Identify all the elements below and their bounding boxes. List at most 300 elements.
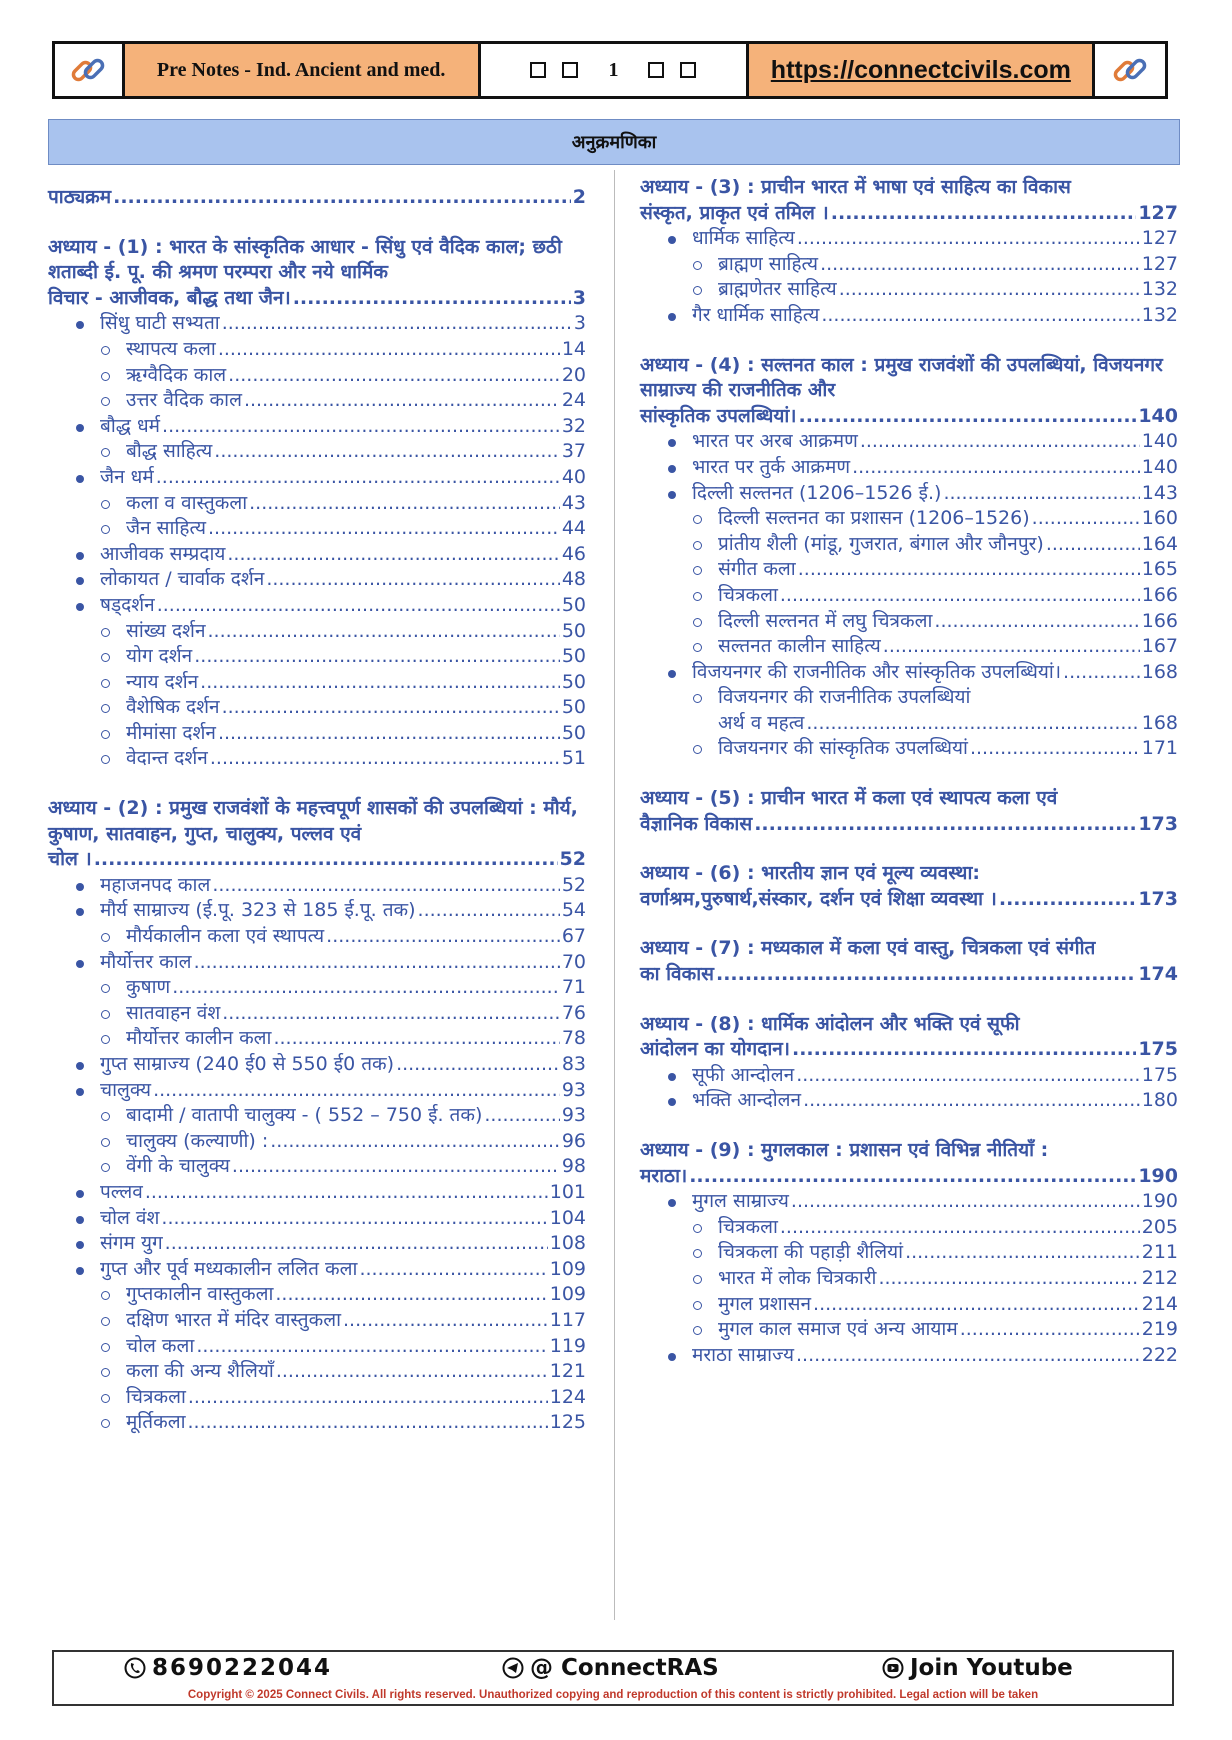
page-ref: 166: [1141, 609, 1178, 632]
page-ref: 214: [1141, 1292, 1178, 1315]
toc-subentry[interactable]: [48, 1410, 586, 1436]
toc-subentry[interactable]: [48, 1001, 586, 1027]
chapter-heading[interactable]: अध्याय - (4) : सल्तनत काल : प्रमुख राजवंशों की उपलब्धियां, विजयनगर साम्राज्य की राजनीतिक और: [640, 353, 1163, 402]
dot-leader: [249, 491, 560, 517]
document-title: Pre Notes - Ind. Ancient and med.: [125, 44, 481, 96]
footer-telegram[interactable]: [502, 1655, 719, 1681]
section-gap: [640, 329, 1178, 353]
page-ref: 222: [1141, 1343, 1178, 1366]
toc-subentry[interactable]: [48, 695, 586, 721]
toc-entry[interactable]: [48, 950, 586, 976]
chapter-heading[interactable]: अध्याय - (8) : धार्मिक आंदोलन और भक्ति एवं सूफी: [640, 1012, 1020, 1035]
dot-leader: [156, 465, 560, 491]
entry-title: मुगल प्रशासन: [718, 1292, 812, 1315]
dot-leader: [1046, 532, 1140, 558]
toc-right-column: [640, 175, 1178, 1368]
dot-leader: [228, 363, 560, 389]
dot-leader: [222, 695, 560, 721]
dot-leader: [208, 619, 560, 645]
dot-leader: [214, 439, 560, 465]
page-ref: 121: [549, 1360, 586, 1383]
entry-title: मुगल साम्राज्य: [692, 1190, 789, 1213]
dot-leader: [244, 388, 560, 414]
chapter-heading[interactable]: अध्याय - (1) : भारत के सांस्कृतिक आधार - सिंधु एवं वैदिक काल; छठी शताब्दी ई. पू. की श्रमण परम्परा और नये धार्मिक: [48, 235, 562, 284]
toc-entry[interactable]: [48, 1206, 586, 1232]
entry-title: मौर्योत्तर कालीन कला: [126, 1027, 272, 1050]
entry-title: मराठा।: [640, 1164, 688, 1187]
toc-subentry[interactable]: [640, 532, 1178, 558]
dot-leader: [878, 1266, 1139, 1292]
page-ref: 50: [561, 721, 586, 744]
section-gap: [48, 772, 586, 796]
dot-leader: [222, 1001, 560, 1027]
page-ref: 50: [561, 593, 586, 616]
page-ref: 190: [1141, 1190, 1178, 1213]
entry-title: संगम युग: [100, 1232, 163, 1255]
page-ref: 46: [561, 542, 586, 565]
toc-subentry[interactable]: [48, 516, 586, 542]
page-ref: 40: [561, 465, 586, 488]
toc-left-column: [48, 185, 586, 1436]
youtube-label: Join Youtube: [910, 1655, 1073, 1681]
dot-leader: [227, 542, 559, 568]
page-ref: 109: [549, 1283, 586, 1306]
entry-title: न्याय दर्शन: [126, 670, 199, 693]
page-ref: 160: [1141, 507, 1178, 530]
dot-leader: [970, 736, 1140, 762]
page-number: 1: [608, 58, 619, 81]
entry-title: सूफी आन्दोलन: [692, 1063, 795, 1086]
page-ref: 164: [1141, 532, 1178, 555]
page-number-box: [481, 44, 750, 96]
entry-title: कला की अन्य शैलियाँ: [126, 1360, 274, 1383]
entry-title: चालुक्य (कल्याणी) :: [126, 1129, 269, 1152]
page-ref: 76: [561, 1001, 586, 1024]
toc-subentry[interactable]: [48, 363, 586, 389]
page-ref: 132: [1141, 303, 1178, 326]
dot-leader: [883, 634, 1140, 660]
page-ref: 48: [561, 568, 586, 591]
toc-subentry[interactable]: [640, 277, 1178, 303]
toc-subentry[interactable]: [48, 670, 586, 696]
toc-subentry[interactable]: [48, 924, 586, 950]
entry-title: वेदान्त दर्शन: [126, 747, 208, 770]
entry-title: विजयनगर की राजनीतिक उपलब्धियां: [718, 686, 971, 709]
entry-title: बौद्ध साहित्य: [126, 440, 213, 463]
entry-title: सल्तनत कालीन साहित्य: [718, 635, 881, 658]
dot-leader: [934, 609, 1139, 635]
entry-title: ब्राह्मणेतर साहित्य: [718, 278, 837, 301]
page-ref: 173: [1138, 812, 1178, 835]
dot-leader: [218, 337, 560, 363]
toc-entry[interactable]: [48, 873, 586, 899]
chapter-heading[interactable]: अध्याय - (3) : प्राचीन भारत में भाषा एवं साहित्य का विकास: [640, 176, 1071, 198]
dot-leader: [796, 1343, 1140, 1369]
square-glyph: [530, 62, 546, 78]
entry-title: उत्तर वैदिक काल: [126, 389, 242, 412]
page-ref: 50: [561, 670, 586, 693]
entry-title: गैर धार्मिक साहित्य: [692, 303, 820, 326]
page-ref: 37: [561, 440, 586, 463]
dot-leader: [200, 670, 560, 696]
dot-leader: [716, 962, 1136, 988]
toc-subentry[interactable]: [48, 1282, 586, 1308]
toc-subentry[interactable]: [48, 1129, 586, 1155]
page-ref: 219: [1141, 1318, 1178, 1341]
dot-leader: [165, 1231, 548, 1257]
phone-number: 8690222044: [152, 1655, 333, 1681]
entry-title: षड्दर्शन: [100, 593, 155, 616]
dot-leader: [145, 1180, 548, 1206]
dot-leader: [232, 1154, 560, 1180]
section-gap: [640, 912, 1178, 936]
page-ref: 175: [1141, 1063, 1178, 1086]
entry-title: गुप्त और पूर्व मध्यकालीन ललित कला: [100, 1257, 358, 1280]
toc-entry[interactable]: [48, 414, 586, 440]
entry-title: पाठ्यक्रम: [48, 186, 112, 208]
dot-leader: [943, 481, 1139, 507]
dot-leader: [813, 1292, 1140, 1318]
page-ref: 71: [561, 976, 586, 999]
square-glyph: [648, 62, 664, 78]
phone-icon: [124, 1657, 146, 1679]
toc-entry[interactable]: [48, 311, 586, 337]
toc-subentry[interactable]: [640, 1240, 1178, 1266]
page-ref: 166: [1141, 583, 1178, 606]
toc-subentry-continued[interactable]: [640, 711, 1178, 737]
toc-subentry[interactable]: [48, 388, 586, 414]
entry-title: मराठा साम्राज्य: [692, 1343, 794, 1366]
toc-subentry[interactable]: [640, 1317, 1178, 1343]
dot-leader: [791, 1189, 1140, 1215]
dot-leader: [343, 1308, 548, 1334]
entry-title: आंदोलन का योगदान।: [640, 1038, 790, 1061]
entry-title: चित्रकला: [718, 583, 778, 606]
footer-youtube[interactable]: [882, 1655, 1073, 1681]
dot-leader: [820, 252, 1140, 278]
section-gap: [640, 1114, 1178, 1138]
dot-leader: [157, 593, 560, 619]
page-header: [52, 41, 1168, 99]
dot-leader: [484, 1103, 559, 1129]
toc-entry[interactable]: [640, 1189, 1178, 1215]
page-ref: 190: [1138, 1164, 1178, 1187]
entry-title: वैज्ञानिक विकास: [640, 812, 753, 835]
entry-title: बादामी / वातापी चालुक्य - ( 552 – 750 ई. तक): [126, 1104, 483, 1127]
dot-leader: [797, 226, 1140, 252]
page-ref: 104: [549, 1206, 586, 1229]
toc-subentry[interactable]: [48, 1359, 586, 1385]
entry-title: भारत पर अरब आक्रमण: [692, 430, 858, 453]
toc-subentry[interactable]: [640, 685, 1178, 711]
entry-title: चित्रकला की पहाड़ी शैलियां: [718, 1241, 904, 1264]
toc-entry[interactable]: [640, 660, 1178, 686]
chapter-heading-line[interactable]: [640, 812, 1178, 838]
toc-subentry[interactable]: [48, 1385, 586, 1411]
chapter-heading-line[interactable]: [640, 201, 1178, 227]
dot-leader: [839, 277, 1140, 303]
page-ref: 101: [549, 1180, 586, 1203]
page-ref: 109: [549, 1257, 586, 1280]
section-gap: [48, 211, 586, 235]
toc-entry[interactable]: [640, 429, 1178, 455]
entry-title: गुप्तकालीन वास्तुकला: [126, 1283, 274, 1306]
dot-leader: [396, 1052, 560, 1078]
dot-leader: [798, 557, 1140, 583]
toc-subentry[interactable]: [640, 1215, 1178, 1241]
dot-leader: [194, 644, 560, 670]
entry-title: भारत में लोक चित्रकारी: [718, 1266, 877, 1289]
entry-title: मौर्यकालीन कला एवं स्थापत्य: [126, 925, 325, 948]
toc-entry[interactable]: [640, 1063, 1178, 1089]
toc-entry[interactable]: [48, 542, 586, 568]
chapter-heading-line[interactable]: [640, 962, 1178, 988]
entry-title: विजयनगर की सांस्कृतिक उपलब्धियां: [718, 737, 968, 760]
dot-leader: [999, 887, 1136, 913]
dot-leader: [113, 185, 571, 211]
toc-subentry[interactable]: [640, 609, 1178, 635]
page-ref: 205: [1141, 1215, 1178, 1238]
page-ref: 212: [1141, 1266, 1178, 1289]
dot-leader: [276, 1359, 548, 1385]
toc-entry[interactable]: [48, 1257, 586, 1283]
dot-leader: [806, 711, 1139, 737]
entry-title: ब्राह्मण साहित्य: [718, 252, 819, 275]
toc-subentry[interactable]: [48, 491, 586, 517]
dot-leader: [94, 847, 558, 873]
dot-leader: [326, 924, 560, 950]
toc-entry[interactable]: [640, 1343, 1178, 1369]
dot-leader: [905, 1240, 1140, 1266]
entry-title: महाजनपद काल: [100, 873, 211, 896]
toc-entry[interactable]: [640, 481, 1178, 507]
chapter-heading-line[interactable]: [640, 404, 1178, 430]
dot-leader: [792, 1037, 1136, 1063]
section-gap: [640, 762, 1178, 786]
entry-title: आजीवक सम्प्रदाय: [100, 542, 226, 565]
toc-entry[interactable]: [48, 898, 586, 924]
page-ref: 168: [1141, 660, 1178, 683]
page-ref: 174: [1138, 963, 1178, 986]
entry-title: चोल वंश: [100, 1206, 160, 1229]
toc-subentry[interactable]: [640, 736, 1178, 762]
dot-leader: [960, 1317, 1140, 1343]
toc-entry[interactable]: [640, 1088, 1178, 1114]
dot-leader: [153, 1078, 560, 1104]
page-ref: 93: [561, 1104, 586, 1127]
dot-leader: [852, 455, 1140, 481]
dot-leader: [780, 583, 1140, 609]
page-ref: 132: [1141, 278, 1178, 301]
dot-leader: [266, 567, 560, 593]
dot-leader: [754, 812, 1136, 838]
page-footer: [52, 1650, 1174, 1706]
telegram-icon: [502, 1657, 524, 1679]
page-ref: 32: [561, 414, 586, 437]
entry-title: चित्रकला: [718, 1215, 778, 1238]
page-ref: 108: [549, 1232, 586, 1255]
footer-phone[interactable]: [124, 1655, 332, 1681]
page-ref: 165: [1141, 558, 1178, 581]
entry-title: चित्रकला: [126, 1385, 186, 1408]
entry-title: प्रांतीय शैली (मांडू, गुजरात, बंगाल और जौनपुर): [718, 532, 1044, 555]
page-ref: 70: [561, 950, 586, 973]
entry-title: दिल्ली सल्तनत का प्रशासन (1206–1526): [718, 507, 1030, 530]
page-ref: 168: [1141, 711, 1178, 734]
chapter-heading-line[interactable]: [48, 847, 586, 873]
entry-title: वर्णाश्रम,पुरुषार्थ,संस्कार, दर्शन एवं शिक्षा व्यवस्था ।: [640, 887, 997, 910]
chapter-heading[interactable]: अध्याय - (9) : मुगलकाल : प्रशासन एवं विभिन्न नीतियाँ :: [640, 1139, 1049, 1161]
page-ref: 3: [573, 312, 586, 335]
dot-leader: [172, 975, 560, 1001]
toc-subentry[interactable]: [48, 746, 586, 772]
page-ref: 44: [561, 517, 586, 540]
entry-title: अर्थ व महत्व: [718, 711, 805, 734]
entry-title: गुप्त साम्राज्य (240 ई0 से 550 ई0 तक): [100, 1053, 395, 1075]
toc-entry[interactable]: [640, 303, 1178, 329]
dot-leader: [270, 1129, 560, 1155]
entry-title: दक्षिण भारत में मंदिर वास्तुकला: [126, 1308, 342, 1331]
dot-leader: [275, 1282, 547, 1308]
chapter-heading-line[interactable]: [640, 1164, 1178, 1190]
toc-entry[interactable]: [48, 593, 586, 619]
dot-leader: [799, 404, 1137, 430]
page-ref: 20: [561, 363, 586, 386]
entry-title: सातवाहन वंश: [126, 1001, 221, 1024]
entry-title: दिल्ली सल्तनत में लघु चित्रकला: [718, 609, 933, 632]
entry-title: योग दर्शन: [126, 645, 193, 668]
toc-entry[interactable]: [48, 1231, 586, 1257]
page-ref: 78: [561, 1027, 586, 1050]
toc-entry[interactable]: [640, 455, 1178, 481]
website-link[interactable]: https://connectcivils.com: [749, 44, 1095, 96]
toc-subentry[interactable]: [640, 252, 1178, 278]
entry-title: सांख्य दर्शन: [126, 619, 206, 642]
link-chain-icon: [1095, 44, 1165, 96]
entry-title: वैशेषिक दर्शन: [126, 696, 220, 719]
entry-title: सिंधु घाटी सभ्यता: [100, 312, 220, 335]
entry-title: संगीत कला: [718, 558, 796, 581]
toc-subentry[interactable]: [640, 506, 1178, 532]
chapter-heading-line[interactable]: [640, 1037, 1178, 1063]
toc-subentry[interactable]: [48, 1026, 586, 1052]
page-ref: 52: [559, 848, 586, 871]
page-ref: 14: [561, 337, 586, 360]
toc-subentry[interactable]: [48, 975, 586, 1001]
page-ref: 127: [1141, 252, 1178, 275]
toc-subentry[interactable]: [48, 619, 586, 645]
page-ref: 140: [1141, 430, 1178, 453]
toc-subentry[interactable]: [48, 1103, 586, 1129]
chapter-heading[interactable]: अध्याय - (7) : मध्यकाल में कला एवं वास्तु, चित्रकला एवं संगीत: [640, 937, 1096, 960]
page-ref: 2: [572, 186, 586, 208]
entry-title: विचार - आजीवक, बौद्ध तथा जैन।: [48, 286, 291, 309]
chapter-heading[interactable]: अध्याय - (6) : भारतीय ज्ञान एवं मूल्य व्यवस्था:: [640, 862, 980, 885]
chapter-heading[interactable]: अध्याय - (5) : प्राचीन भारत में कला एवं स्थापत्य कला एवं: [640, 787, 1058, 810]
dot-leader: [803, 1088, 1140, 1114]
toc-subentry[interactable]: [640, 583, 1178, 609]
toc-subentry[interactable]: [48, 1154, 586, 1180]
entry-title: भारत पर तुर्क आक्रमण: [692, 455, 851, 478]
chapter-heading-line[interactable]: [48, 286, 586, 312]
entry-title: मौर्योत्तर काल: [100, 950, 192, 973]
telegram-handle: @ ConnectRAS: [530, 1655, 719, 1681]
entry-title: चोल ।: [48, 848, 92, 871]
page-ref: 98: [561, 1155, 586, 1178]
dot-leader: [194, 950, 560, 976]
toc-subentry[interactable]: [640, 634, 1178, 660]
entry-title: जैन धर्म: [100, 465, 154, 488]
entry-title: दिल्ली सल्तनत (1206–1526 ई.): [692, 481, 942, 504]
entry-title: संस्कृत, प्राकृत एवं तमिल ।: [640, 201, 829, 224]
square-glyph: [562, 62, 578, 78]
entry-title: धार्मिक साहित्य: [692, 227, 795, 250]
page-ref: 50: [561, 619, 586, 642]
dot-leader: [796, 1063, 1140, 1089]
page-ref: 52: [561, 873, 586, 896]
toc-subentry[interactable]: [48, 1308, 586, 1334]
page-ref: 175: [1138, 1038, 1178, 1061]
square-glyph: [680, 62, 696, 78]
chapter-heading-line[interactable]: [640, 887, 1178, 913]
toc-entry[interactable]: [48, 465, 586, 491]
page-ref: 67: [561, 925, 586, 948]
entry-title: जैन साहित्य: [126, 517, 206, 540]
toc-entry[interactable]: [640, 226, 1178, 252]
dot-leader: [359, 1257, 547, 1283]
dot-leader: [222, 311, 572, 337]
entry-title: का विकास: [640, 963, 714, 986]
page-ref: 50: [561, 696, 586, 719]
toc-entry[interactable]: [48, 1078, 586, 1104]
entry-title: वेंगी के चालुक्य: [126, 1155, 230, 1178]
toc-subentry[interactable]: [48, 1334, 586, 1360]
toc-subentry[interactable]: [48, 337, 586, 363]
page-ref: 96: [561, 1129, 586, 1152]
dot-leader: [162, 414, 560, 440]
chapter-heading-line[interactable]: [48, 185, 586, 211]
toc-entry[interactable]: [48, 567, 586, 593]
page-ref: 127: [1141, 227, 1178, 250]
page-ref: 167: [1141, 635, 1178, 658]
chapter-heading[interactable]: अध्याय - (2) : प्रमुख राजवंशों के महत्त्वपूर्ण शासकों की उपलब्धियां : मौर्य, कुषाण, सातवाहन, गुप्त, चालुक्य, पल्लव एवं: [48, 797, 578, 845]
toc-entry[interactable]: [48, 1052, 586, 1078]
dot-leader: [188, 1385, 548, 1411]
section-gap: [640, 837, 1178, 861]
dot-leader: [196, 1334, 547, 1360]
page-ref: 143: [1141, 481, 1178, 504]
toc-subentry[interactable]: [640, 1266, 1178, 1292]
toc-subentry[interactable]: [640, 1292, 1178, 1318]
entry-title: ऋग्वैदिक काल: [126, 363, 227, 386]
entry-title: मुगल काल समाज एवं अन्य आयाम: [718, 1318, 958, 1341]
page-ref: 125: [549, 1411, 586, 1434]
entry-title: कुषाण: [126, 976, 171, 999]
toc-subentry[interactable]: [640, 557, 1178, 583]
toc-subentry[interactable]: [48, 439, 586, 465]
page-ref: 43: [561, 491, 586, 514]
toc-entry[interactable]: [48, 1180, 586, 1206]
dot-leader: [689, 1164, 1136, 1190]
toc-subentry[interactable]: [48, 644, 586, 670]
dot-leader: [161, 1206, 547, 1232]
dot-leader: [273, 1026, 559, 1052]
entry-title: बौद्ध धर्म: [100, 414, 161, 437]
entry-title: विजयनगर की राजनीतिक और सांस्कृतिक उपलब्धियां।: [692, 660, 1062, 683]
entry-title: कला व वास्तुकला: [126, 491, 248, 514]
dot-leader: [418, 898, 560, 924]
toc-subentry[interactable]: [48, 721, 586, 747]
